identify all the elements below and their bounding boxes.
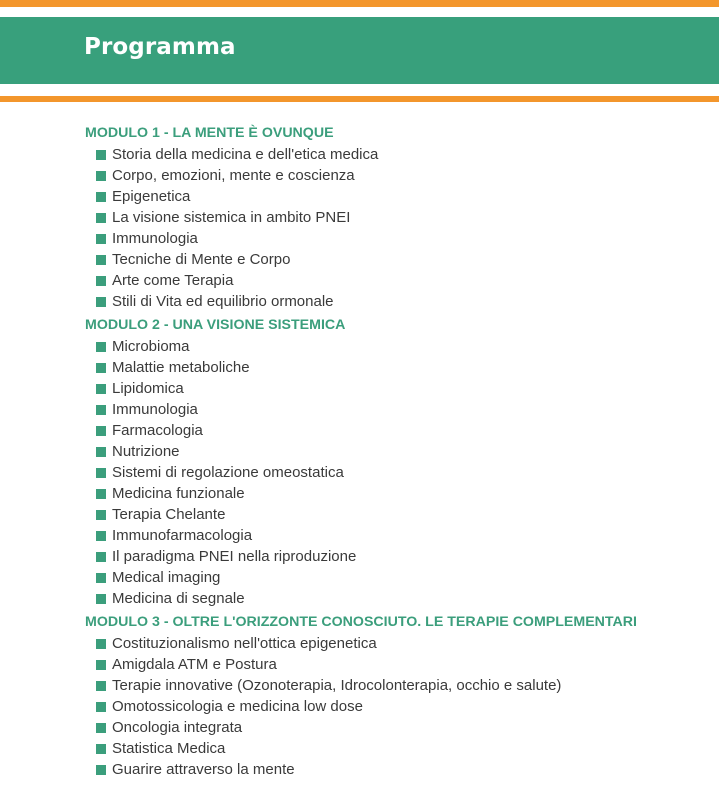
list-item	[85, 759, 715, 780]
list-item	[85, 186, 715, 207]
topic-label: Costituzionalismo nell'ottica epigenetica	[112, 635, 377, 652]
list-item	[85, 144, 715, 165]
square-bullet-icon	[96, 363, 106, 373]
list-item	[85, 738, 715, 759]
module-title: MODULO 2 - UNA VISIONE SISTEMICA	[85, 317, 346, 333]
list-item	[85, 567, 715, 588]
list-item	[85, 336, 715, 357]
topic-label: Sistemi di regolazione omeostatica	[112, 464, 344, 481]
list-item	[85, 546, 715, 567]
module-section-3	[85, 612, 715, 780]
topic-label: Terapia Chelante	[112, 506, 226, 523]
module-title: MODULO 1 - LA MENTE È OVUNQUE	[85, 125, 334, 141]
topic-label: Microbioma	[112, 338, 190, 355]
square-bullet-icon	[96, 702, 106, 712]
square-bullet-icon	[96, 171, 106, 181]
topic-label: Statistica Medica	[112, 740, 226, 757]
topic-label: Amigdala ATM e Postura	[112, 656, 277, 673]
square-bullet-icon	[96, 192, 106, 202]
square-bullet-icon	[96, 765, 106, 775]
module-section-2	[85, 315, 715, 612]
topic-label: Tecniche di Mente e Corpo	[112, 251, 291, 268]
square-bullet-icon	[96, 594, 106, 604]
module-title: MODULO 3 - OLTRE L'ORIZZONTE CONOSCIUTO. LE TERAPIE COMPLEMENTARI	[85, 614, 637, 630]
square-bullet-icon	[96, 276, 106, 286]
module-topic-list	[85, 633, 715, 780]
topic-label: La visione sistemica in ambito PNEI	[112, 209, 351, 226]
square-bullet-icon	[96, 723, 106, 733]
topic-label: Storia della medicina e dell'etica medica	[112, 146, 379, 163]
list-item	[85, 399, 715, 420]
topic-label: Medicina di segnale	[112, 590, 245, 607]
topic-label: Immunologia	[112, 230, 198, 247]
square-bullet-icon	[96, 213, 106, 223]
list-item	[85, 249, 715, 270]
square-bullet-icon	[96, 468, 106, 478]
square-bullet-icon	[96, 405, 106, 415]
list-item	[85, 378, 715, 399]
list-item	[85, 228, 715, 249]
square-bullet-icon	[96, 255, 106, 265]
page-title: Programma	[84, 33, 236, 60]
module-section-1	[85, 123, 715, 315]
square-bullet-icon	[96, 573, 106, 583]
list-item	[85, 462, 715, 483]
square-bullet-icon	[96, 150, 106, 160]
topic-label: Immunofarmacologia	[112, 527, 253, 544]
list-item	[85, 588, 715, 609]
square-bullet-icon	[96, 744, 106, 754]
bottom-orange-stripe	[0, 96, 719, 102]
list-item	[85, 504, 715, 525]
square-bullet-icon	[96, 510, 106, 520]
list-item	[85, 291, 715, 312]
topic-label: Terapie innovative (Ozonoterapia, Idrocolonterapia, occhio e salute)	[112, 677, 562, 694]
square-bullet-icon	[96, 447, 106, 457]
topic-label: Medicina funzionale	[112, 485, 245, 502]
square-bullet-icon	[96, 426, 106, 436]
topic-label: Lipidomica	[112, 380, 184, 397]
list-item	[85, 357, 715, 378]
square-bullet-icon	[96, 639, 106, 649]
list-item	[85, 525, 715, 546]
topic-label: Omotossicologia e medicina low dose	[112, 698, 363, 715]
topic-label: Corpo, emozioni, mente e coscienza	[112, 167, 355, 184]
topic-label: Medical imaging	[112, 569, 221, 586]
topic-label: Guarire attraverso la mente	[112, 761, 295, 778]
square-bullet-icon	[96, 297, 106, 307]
list-item	[85, 270, 715, 291]
square-bullet-icon	[96, 660, 106, 670]
list-item	[85, 207, 715, 228]
square-bullet-icon	[96, 531, 106, 541]
topic-label: Malattie metaboliche	[112, 359, 250, 376]
topic-label: Nutrizione	[112, 443, 180, 460]
list-item	[85, 696, 715, 717]
topic-label: Arte come Terapia	[112, 272, 234, 289]
module-topic-list	[85, 144, 715, 312]
program-content	[85, 123, 715, 780]
square-bullet-icon	[96, 384, 106, 394]
list-item	[85, 441, 715, 462]
top-orange-stripe	[0, 0, 719, 7]
topic-label: Il paradigma PNEI nella riproduzione	[112, 548, 357, 565]
module-topic-list	[85, 336, 715, 609]
list-item	[85, 420, 715, 441]
topic-label: Oncologia integrata	[112, 719, 243, 736]
list-item	[85, 165, 715, 186]
square-bullet-icon	[96, 342, 106, 352]
list-item	[85, 483, 715, 504]
topic-label: Farmacologia	[112, 422, 203, 439]
topic-label: Epigenetica	[112, 188, 191, 205]
square-bullet-icon	[96, 234, 106, 244]
list-item	[85, 654, 715, 675]
topic-label: Immunologia	[112, 401, 198, 418]
header-band	[0, 17, 719, 84]
topic-label: Stili di Vita ed equilibrio ormonale	[112, 293, 334, 310]
list-item	[85, 675, 715, 696]
list-item	[85, 717, 715, 738]
square-bullet-icon	[96, 489, 106, 499]
square-bullet-icon	[96, 681, 106, 691]
square-bullet-icon	[96, 552, 106, 562]
list-item	[85, 633, 715, 654]
